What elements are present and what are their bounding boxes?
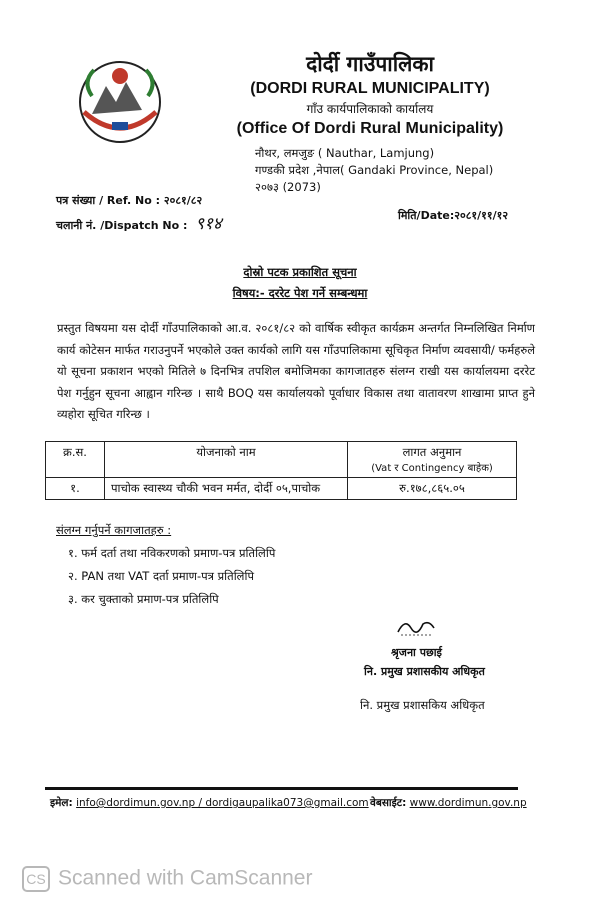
ref-number bbox=[56, 193, 202, 208]
address-line-2: गण्डकी प्रदेश ,नेपाल( Gandaki Province, Nepal) bbox=[255, 163, 494, 177]
footer-website bbox=[370, 796, 527, 810]
handwritten-signature bbox=[395, 616, 437, 638]
ref-label: पत्र संख्या / Ref. No : bbox=[56, 194, 161, 207]
table-row bbox=[46, 478, 517, 500]
table-cell-cost: रु.१७८,८६५.०५ bbox=[348, 478, 517, 500]
table-cell-name: पाचोक स्वास्थ्य चौकी भवन मर्मत, दोर्दी ०५,पाचोक bbox=[105, 478, 348, 500]
date-label: मिति/Date: bbox=[398, 209, 455, 222]
document-item: २. PAN तथा VAT दर्ता प्रमाण-पत्र प्रतिलिपि bbox=[68, 569, 254, 583]
signatory-title-repeat: नि. प्रमुख प्रशासकिय अधिकृत bbox=[360, 698, 485, 712]
notice-heading: दोस्रो पटक प्रकाशित सूचना bbox=[243, 265, 357, 279]
website-label: वेबसाईट: bbox=[370, 797, 407, 809]
office-title-en: (Office Of Dordi Rural Municipality) bbox=[236, 120, 504, 137]
document-item: ३. कर चुक्ताको प्रमाण-पत्र प्रतिलिपि bbox=[68, 592, 219, 606]
address-line-3: २०७३ (2073) bbox=[255, 180, 321, 194]
table-header-row bbox=[46, 442, 517, 478]
ref-value: २०८१/८२ bbox=[163, 194, 203, 207]
email-label: इमेल: bbox=[50, 797, 73, 809]
address-line-1: नौथर, लमजुङ ( Nauthar, Lamjung) bbox=[255, 146, 435, 160]
table-header-cost-label: लागत अनुमान bbox=[402, 445, 462, 459]
date bbox=[398, 208, 508, 223]
dispatch-value: ९१४ bbox=[195, 214, 222, 234]
footer-divider bbox=[45, 787, 518, 790]
table-header-sn: क्र.स. bbox=[46, 442, 105, 478]
signatory-name: श्रृजना पछाई bbox=[391, 646, 442, 659]
table-header-cost-note: (Vat र Contingency बाहेक) bbox=[371, 463, 493, 474]
website-link[interactable]: www.dordimun.gov.np bbox=[409, 797, 527, 809]
dispatch-label: चलानी नं. /Dispatch No : bbox=[56, 219, 188, 232]
camscanner-icon: CS bbox=[22, 866, 50, 892]
table-cell-sn: १. bbox=[46, 478, 105, 500]
dispatch-number bbox=[56, 211, 222, 234]
signatory-title: नि. प्रमुख प्रशासकीय अधिकृत bbox=[364, 665, 485, 678]
notice-subject: विषय:- दररेट पेश गर्ने सम्बन्धमा bbox=[232, 286, 368, 300]
office-title-np: गाँउ कार्यपालिकाको कार्यालय bbox=[306, 102, 434, 116]
table-header-cost bbox=[348, 442, 517, 478]
municipality-title-en: (DORDI RURAL MUNICIPALITY) bbox=[250, 80, 490, 97]
footer-email bbox=[50, 796, 369, 810]
documents-heading: संलग्न गर्नुपर्ने कागजातहरु : bbox=[56, 523, 172, 537]
table-header-name: योजनाको नाम bbox=[105, 442, 348, 478]
camscanner-watermark bbox=[22, 866, 312, 892]
email-link[interactable]: info@dordimun.gov.np / dordigaupalika073@gmail.com bbox=[76, 797, 369, 809]
notice-body: प्रस्तुत विषयमा यस दोर्दी गाँउपालिकाको आ.व. २०८१/८२ को वार्षिक स्वीकृत कार्यक्रम अन्तर्गत निम्नलिखित निर्माण कार्य कोटेसन मार्फत गराउनुपर्ने भएकोले उक्त कार्यको लागि यस गाँउपालिकामा सूचिकृत निर्माण व्यवसायी/ फर्महरुले यो सूचना प्रकाशन भएको मितिले ७ दिनभित्र तपशिल बमोजिमका कागजातहरु संलग्न राखी यस कार्यालयमा दररेट पेश गर्नुहुन सूचना आह्वान गरिन्छ । साथै BOQ यस कार्यालयको पूर्वाधार विकास तथा वातावरण शाखामा प्राप्त हुने व्यहोरा सूचित गरिन्छ । bbox=[57, 321, 535, 421]
project-table bbox=[45, 441, 517, 500]
date-value: २०८१/११/१२ bbox=[454, 209, 509, 222]
municipality-title-np: दोर्दी गाउँपालिका bbox=[306, 52, 434, 76]
watermark-text: Scanned with CamScanner bbox=[58, 866, 313, 890]
document-item: १. फर्म दर्ता तथा नविकरणको प्रमाण-पत्र प्रतिलिपि bbox=[68, 546, 276, 560]
